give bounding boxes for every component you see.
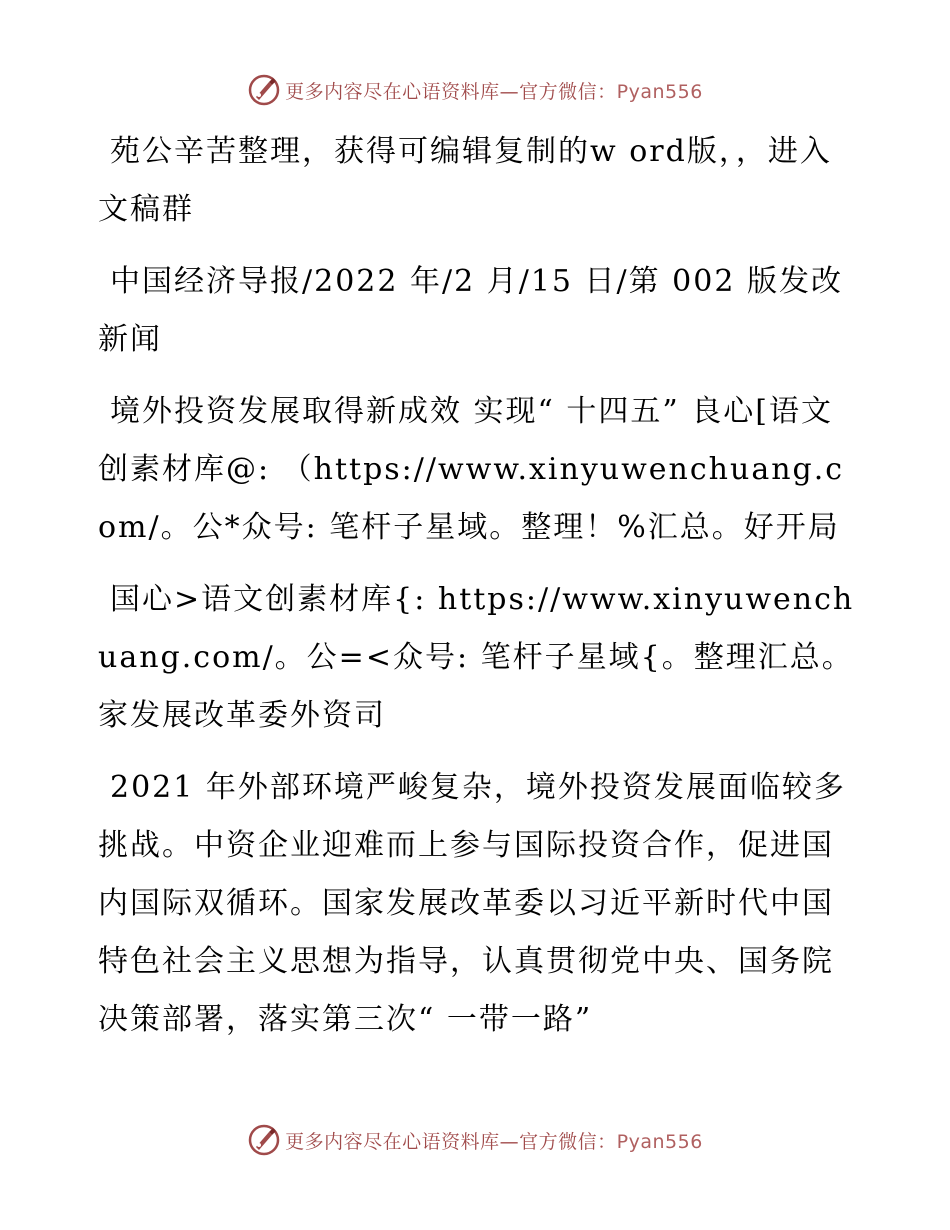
quill-logo-icon [247,1123,281,1157]
paragraph-body: 2021 年外部环境严峻复杂，境外投资发展面临较多挑战。中资企业迎难而上参与国际投资合作，促进国内国际双循环。国家发展改革委以习近平新时代中国特色社会主义思想为指导，认真贯彻党中央、国务院决策部署，落实第三次“ 一带一路” [98,770,846,1037]
document-body [98,123,858,1063]
quill-logo-icon [247,73,281,107]
watermark-banner-bottom [0,1120,950,1160]
paragraph-source-line: 中国经济导报/2022 年/2 月/15 日/第 002 版发改新闻 [98,264,843,357]
watermark-text: 更多内容尽在心语资料库—官方微信：Pyan556 [285,1130,703,1153]
paragraph-title: 境外投资发展取得新成效 实现“ 十四五” 良心[语文创素材库@: （https://www.xinyuwenchuang.com/。公*众号: 笔杆子星域。整理！%汇总。好开局 [98,394,845,545]
paragraph-header-note: 苑公辛苦整理，获得可编辑复制的w ord版，，进入文稿群 [98,134,832,227]
watermark-banner-top [0,70,950,110]
watermark-text: 更多内容尽在心语资料库—官方微信：Pyan556 [285,80,703,103]
paragraph-author: 国心>语文创素材库{: https://www.xinyuwenchuang.com/。公=<众号: 笔杆子星域{。整理汇总。家发展改革委外资司 [98,582,855,733]
